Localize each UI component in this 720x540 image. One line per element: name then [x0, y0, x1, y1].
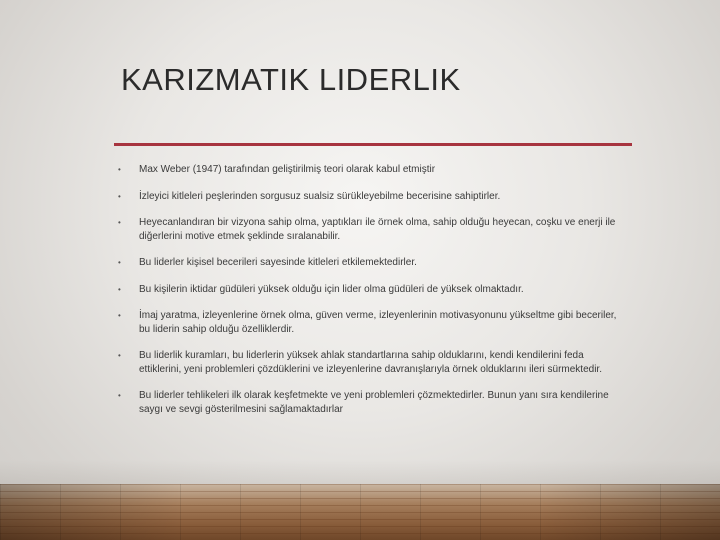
bullet-text: İzleyici kitleleri peşlerinden sorgusuz sualsiz sürükleyebilme becerisine sahiptirler. — [139, 190, 501, 202]
list-item — [115, 309, 625, 336]
bullet-icon: • — [118, 391, 121, 400]
bullet-text: Heyecanlandıran bir vizyona sahip olma, yaptıkları ile örnek olma, sahip olduğu heyecan, coşku ve enerji ile diğerlerini motive etmek şeklinde sıralanabilir. — [139, 217, 616, 242]
bullet-icon: • — [118, 165, 121, 174]
list-item — [115, 389, 625, 416]
bullet-text: Max Weber (1947) tarafından geliştirilmiş teori olarak kabul etmiştir — [139, 164, 436, 175]
bullet-text: Bu liderlik kuramları, bu liderlerin yüksek ahlak standartlarına sahip olduklarını, kendi kendilerini feda ettiklerini, yeni problemleri çözdüklerini ve izleyenlerine davranışlarıyla örnek olduklarını ileri sürmektedir. — [139, 350, 602, 375]
title-underline — [114, 143, 632, 146]
bullet-text: Bu liderler kişisel becerileri sayesinde kitleleri etkilemektedirler. — [139, 257, 417, 268]
bullet-list — [115, 163, 625, 416]
bullet-text: Bu kişilerin iktidar güdüleri yüksek olduğu için lider olma güdüleri de yüksek olmaktadır. — [139, 283, 524, 295]
bullet-icon: • — [118, 311, 121, 320]
list-item — [115, 349, 625, 376]
list-item — [115, 283, 625, 297]
list-item — [115, 190, 625, 204]
slide-title: KARIZMATIK LIDERLIK — [121, 62, 461, 97]
list-item — [115, 216, 625, 243]
wall-shadow — [0, 460, 720, 484]
bullet-text: Bu liderler tehlikeleri ilk olarak keşfetmekte ve yeni problemleri çözmektedirler. Bunun yanı sıra kendilerine saygı ve sevgi gösterilmesini sağlamaktadırlar — [139, 390, 609, 415]
bullet-icon: • — [118, 351, 121, 360]
floor-vignette — [0, 484, 720, 540]
bullet-icon: • — [118, 218, 121, 227]
list-item — [115, 256, 625, 270]
bullet-icon: • — [118, 284, 121, 294]
bullet-icon: • — [118, 191, 121, 201]
bullet-icon: • — [118, 258, 121, 267]
list-item — [115, 163, 625, 177]
bullet-text: İmaj yaratma, izleyenlerine örnek olma, güven verme, izleyenlerinin motivasyonunu yükseltme gibi beceriler, bu liderin sahip olduğu özelliklerdir. — [139, 310, 617, 335]
